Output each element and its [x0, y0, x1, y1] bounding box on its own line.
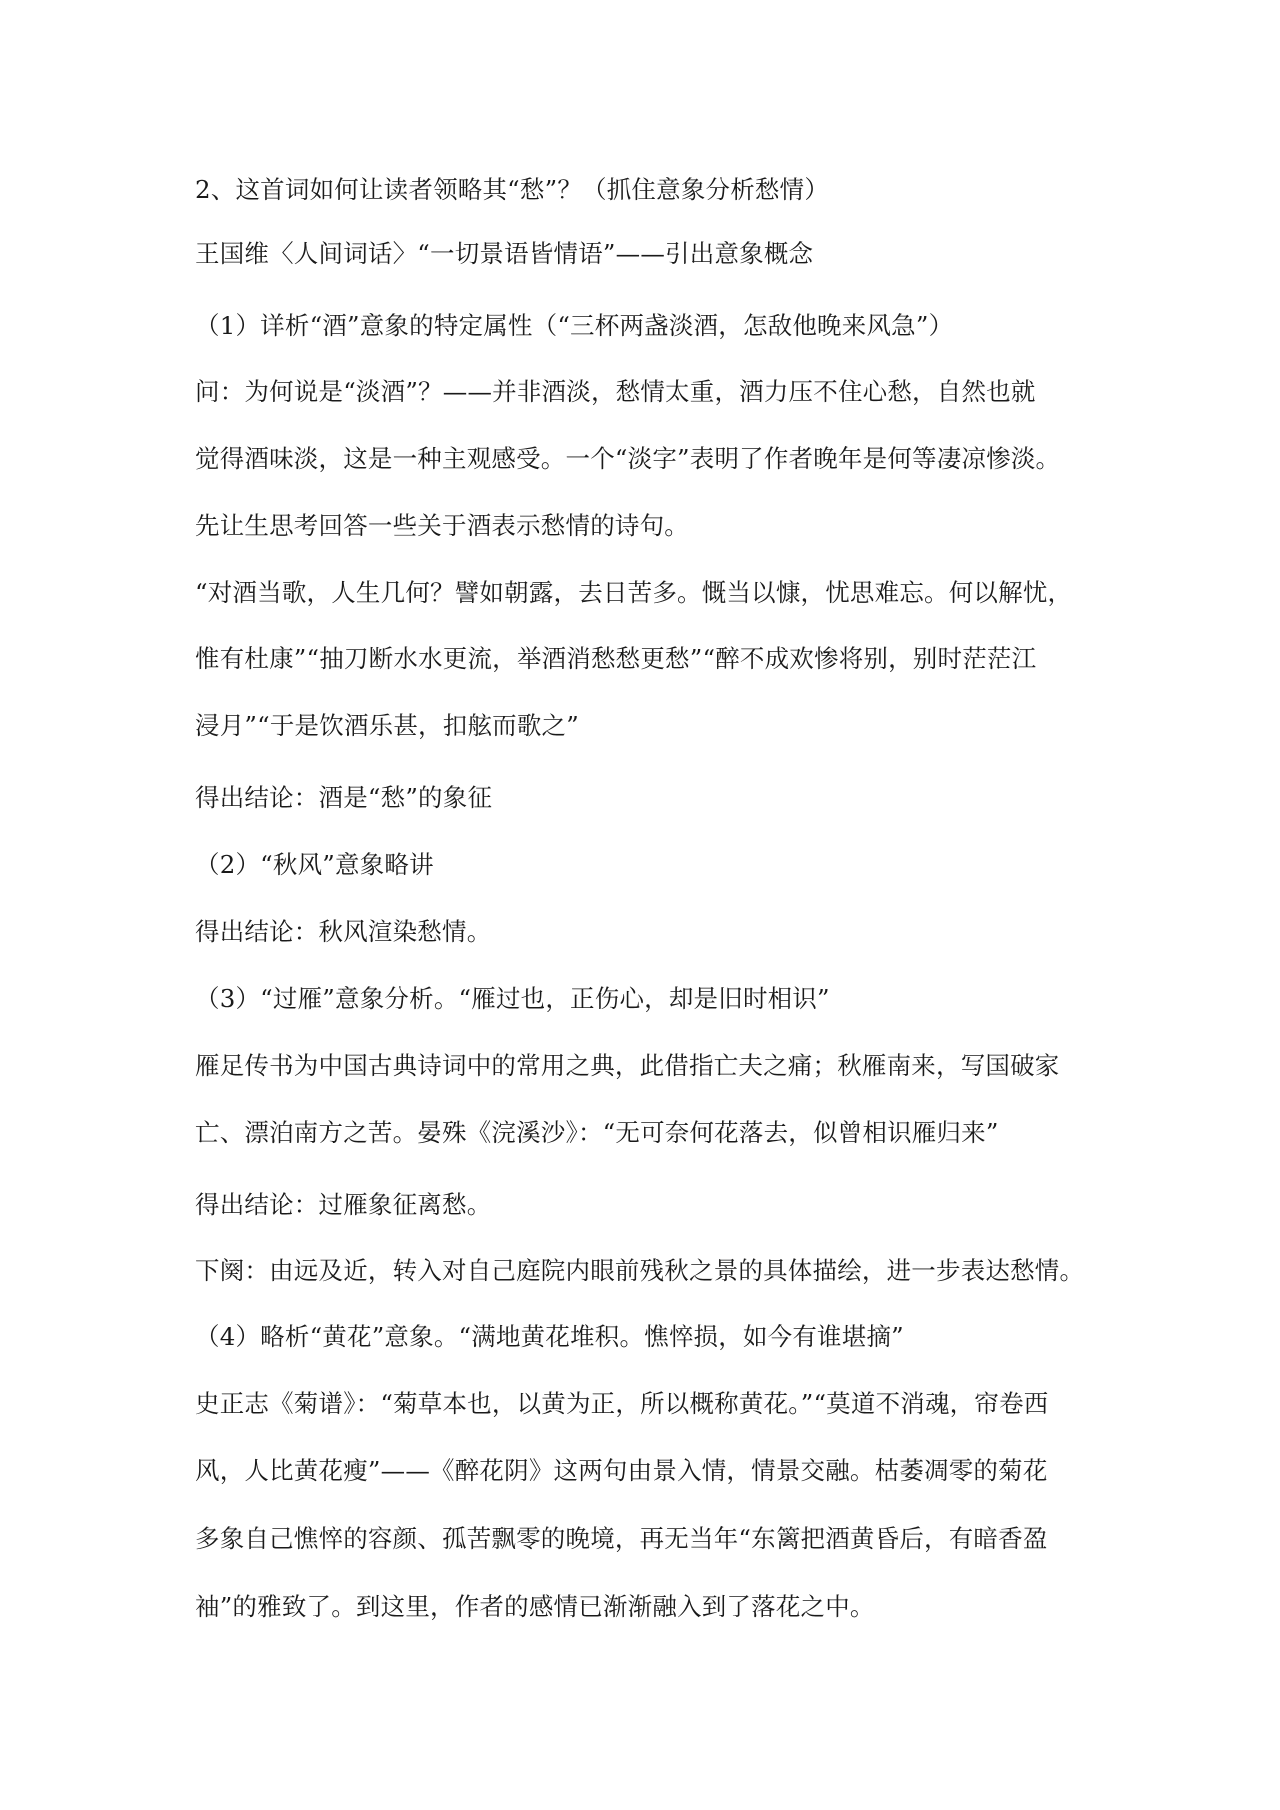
text-line: 得出结论：酒是“愁”的象征 — [195, 783, 493, 812]
text-line: 雁足传书为中国古典诗词中的常用之典，此借指亡夫之痛；秋雁南来，写国破家 — [195, 1051, 1060, 1080]
text-line: 浸月”“于是饮酒乐甚，扣舷而歌之” — [195, 711, 579, 740]
text-line: 得出结论：秋风渲染愁情。 — [195, 917, 492, 946]
text-line: 得出结论：过雁象征离愁。 — [195, 1190, 492, 1219]
text-line: 2、这首词如何让读者领略其“愁”？（抓住意象分析愁情） — [195, 175, 830, 204]
text-line: 史正志《菊谱》：“菊草本也，以黄为正，所以概称黄花。”“莫道不消魂，帘卷西 — [195, 1389, 1049, 1418]
text-line: 亡、漂泊南方之苦。晏殊《浣溪沙》：“无可奈何花落去，似曾相识雁归来” — [195, 1118, 999, 1147]
text-line: “对酒当歌，人生几何？譬如朝露，去日苦多。慨当以慷，忧思难忘。何以解忧， — [195, 578, 1073, 607]
text-line: （1）详析“酒”意象的特定属性（“三杯两盏淡酒，怎敌他晚来风急”） — [195, 311, 954, 340]
text-line: 先让生思考回答一些关于酒表示愁情的诗句。 — [195, 511, 689, 540]
text-line: （3）“过雁”意象分析。“雁过也，正伤心，却是旧时相识” — [195, 984, 830, 1013]
text-line: 问：为何说是“淡酒”？——并非酒淡，愁情太重，酒力压不住心愁，自然也就 — [195, 377, 1036, 406]
text-line: 袖”的雅致了。到这里，作者的感情已渐渐融入到了落花之中。 — [195, 1592, 875, 1621]
text-line: 风，人比黄花瘦”——《醉花阴》这两句由景入情，情景交融。枯萎凋零的菊花 — [195, 1456, 1048, 1485]
text-line: 下阕：由远及近，转入对自己庭院内眼前残秋之景的具体描绘，进一步表达愁情。 — [195, 1256, 1085, 1285]
text-line: 王国维〈人间词话〉“一切景语皆情语”——引出意象概念 — [195, 239, 814, 268]
text-line: （4）略析“黄花”意象。“满地黄花堆积。憔悴损，如今有谁堪摘” — [195, 1322, 904, 1351]
text-line: 觉得酒味淡，这是一种主观感受。一个“淡字”表明了作者晚年是何等凄凉惨淡。 — [195, 444, 1061, 473]
text-line: 多象自己憔悴的容颜、孤苦飘零的晚境，再无当年“东篱把酒黄昏后，有暗香盈 — [195, 1524, 1048, 1553]
text-line: （2）“秋风”意象略讲 — [195, 850, 434, 879]
text-line: 惟有杜康”“抽刀断水水更流，举酒消愁愁更愁”“醉不成欢惨将别，别时茫茫江 — [195, 644, 1037, 673]
